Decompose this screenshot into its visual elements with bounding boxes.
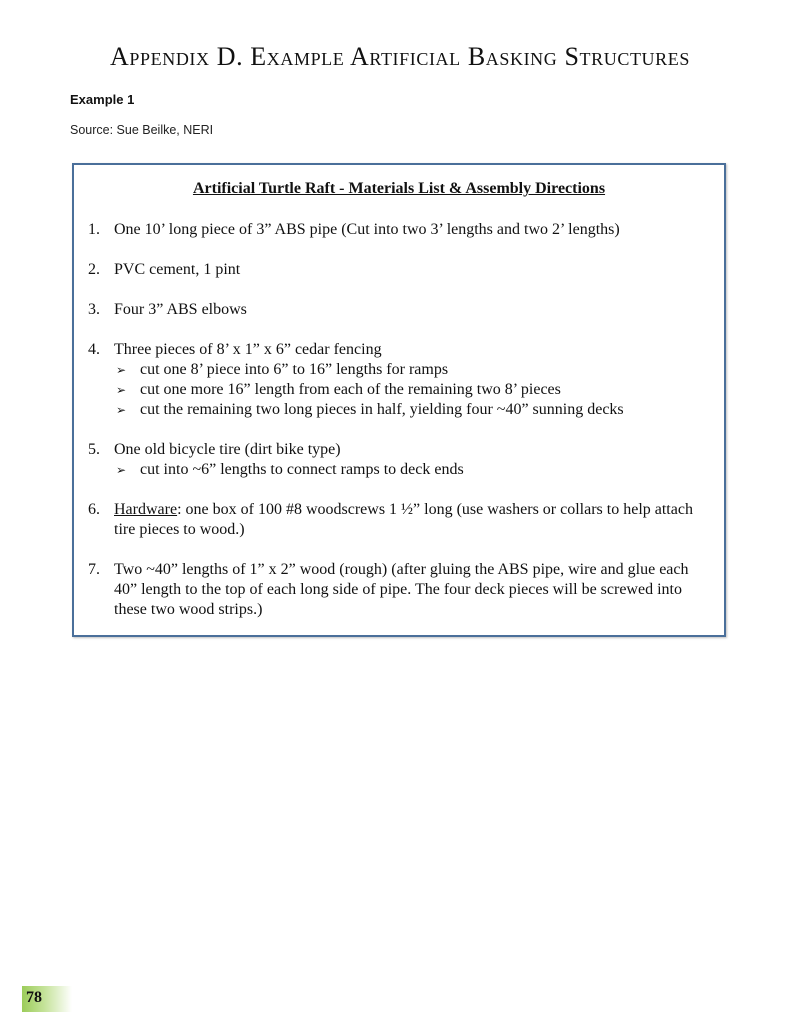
item-text: : one box of 100 #8 woodscrews 1 ½” long (use washers or collars to help attach tire pieces to wood.) [114, 501, 693, 538]
item-text: Three pieces of 8’ x 1” x 6” cedar fencing [114, 341, 382, 358]
page-title: Appendix D. Example Artificial Basking Structures [110, 42, 690, 71]
source-line: Source: Sue Beilke, NERI [70, 123, 214, 137]
item-text: PVC cement, 1 pint [114, 261, 241, 278]
box-title: Artificial Turtle Raft - Materials List & Assembly Directions [192, 180, 606, 197]
item-text: One old bicycle tire (dirt bike type) [114, 441, 341, 458]
materials-box [72, 163, 726, 637]
sub-item-text: cut into ~6” lengths to connect ramps to deck ends [140, 461, 464, 478]
arrowhead-bullet-icon: ➢ [116, 383, 127, 397]
item-text: One 10’ long piece of 3” ABS pipe (Cut into two 3’ lengths and two 2’ lengths) [114, 221, 620, 238]
arrowhead-bullet-icon: ➢ [116, 463, 127, 477]
list-item [88, 340, 708, 420]
list-item [88, 260, 708, 280]
item-text: Two ~40” lengths of 1” x 2” wood (rough) (after gluing the ABS pipe, wire and glue each 40” length to the top of each long side of pipe. The four deck pieces will be screwed into these two wood strips.) [114, 561, 689, 618]
item-number: 5. [88, 441, 100, 458]
page-number: 78 [26, 989, 42, 1006]
sub-item [114, 380, 708, 400]
arrowhead-bullet-icon: ➢ [116, 403, 127, 417]
sub-item [114, 460, 708, 480]
list-item [88, 500, 708, 540]
example-label: Example 1 [70, 92, 135, 107]
sub-item-text: cut one more 16” length from each of the remaining two 8’ pieces [140, 381, 561, 398]
list-item [88, 220, 708, 240]
materials-list [88, 220, 708, 640]
item-number: 3. [88, 301, 100, 318]
list-item [88, 440, 708, 480]
hardware-label: Hardware [114, 501, 178, 518]
item-number: 4. [88, 341, 100, 358]
sub-item [114, 400, 708, 420]
item-number: 1. [88, 221, 100, 238]
arrowhead-bullet-icon: ➢ [116, 363, 127, 377]
list-item [88, 560, 708, 620]
sub-item [114, 360, 708, 380]
item-number: 6. [88, 501, 100, 518]
sub-list [114, 360, 708, 420]
item-number: 7. [88, 561, 100, 578]
sub-item-text: cut the remaining two long pieces in half, yielding four ~40” sunning decks [140, 401, 624, 418]
item-text: Four 3” ABS elbows [114, 301, 247, 318]
item-number: 2. [88, 261, 100, 278]
sub-list [114, 460, 708, 480]
sub-item-text: cut one 8’ piece into 6” to 16” lengths for ramps [140, 361, 449, 378]
list-item [88, 300, 708, 320]
page-number-tab [22, 986, 72, 1012]
